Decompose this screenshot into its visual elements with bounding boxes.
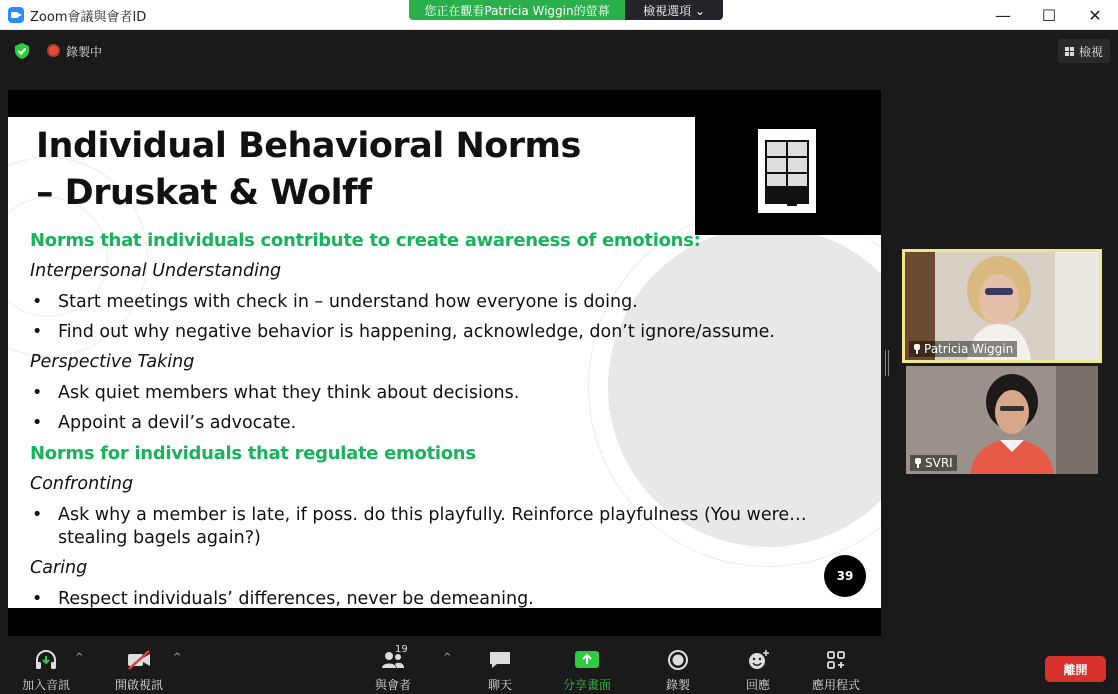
window-title: Zoom會議與會者ID <box>30 10 147 25</box>
start-video-label: 開啟視訊 <box>115 678 164 692</box>
view-button[interactable] <box>1058 39 1110 63</box>
record-icon <box>665 648 691 672</box>
join-audio-label: 加入音訊 <box>22 678 71 692</box>
slide-title-line2: – Druskat & Wolff <box>36 173 372 213</box>
slide-title-line1: Individual Behavioral Norms <box>36 126 581 166</box>
slide-bullet: • Find out why negative behavior is happening, acknowledge, don’t ignore/assume. <box>30 317 870 347</box>
share-screen-button[interactable] <box>563 648 611 693</box>
recording-label: 錄製中 <box>66 45 103 59</box>
window-illustration <box>758 129 816 213</box>
participants-label: 與會者 <box>375 678 412 692</box>
emoji-icon <box>745 648 771 672</box>
grid-icon <box>1065 47 1075 56</box>
participant-name-label <box>910 455 957 471</box>
participants-options-caret[interactable]: ^ <box>443 652 452 663</box>
audio-options-caret[interactable]: ^ <box>75 652 84 663</box>
meeting-toolbar <box>0 642 1118 694</box>
close-button[interactable]: ✕ <box>1088 5 1102 25</box>
record-label: 錄製 <box>665 678 690 692</box>
maximize-button[interactable]: ☐ <box>1041 5 1057 25</box>
participant-name-label <box>909 341 1017 357</box>
pin-icon <box>913 344 921 354</box>
slide-bullet: • Respect individuals’ differences, never be demeaning. <box>30 584 870 608</box>
participant-video-tile[interactable] <box>906 366 1098 474</box>
view-label: 檢視 <box>1078 44 1103 59</box>
shared-slide <box>8 117 881 608</box>
slide-bullet: • Ask quiet members what they think about decisions. <box>30 378 870 408</box>
slide-title <box>36 123 581 217</box>
participant-count: 19 <box>395 644 408 655</box>
chat-button[interactable] <box>487 648 513 693</box>
reactions-button[interactable] <box>745 648 771 693</box>
chat-label: 聊天 <box>487 678 512 692</box>
apps-button[interactable] <box>812 648 860 693</box>
join-audio-button[interactable] <box>22 648 70 693</box>
zoom-app-icon <box>8 7 24 23</box>
viewing-share-banner: 您正在觀看Patricia Wiggin的螢幕 <box>409 0 625 20</box>
panel-resize-handle[interactable] <box>885 350 889 376</box>
headphones-icon <box>33 648 59 672</box>
slide-page-number: 39 <box>824 555 866 597</box>
shield-icon[interactable] <box>14 42 30 60</box>
leave-meeting-button[interactable]: 離開 <box>1045 656 1106 682</box>
video-options-caret[interactable]: ^ <box>173 652 182 663</box>
pin-icon <box>914 458 922 468</box>
status-row <box>0 31 1118 71</box>
slide-subheading: Caring <box>30 558 88 578</box>
participant-name: Patricia Wiggin <box>924 342 1014 356</box>
slide-bullet: • Start meetings with check in – understand how everyone is doing. <box>30 287 870 317</box>
slide-subheading: Perspective Taking <box>30 352 195 372</box>
start-video-button[interactable] <box>115 648 163 693</box>
reactions-label: 回應 <box>745 678 770 692</box>
slide-subheading: Interpersonal Understanding <box>30 261 282 281</box>
minimize-button[interactable]: — <box>995 5 1011 25</box>
slide-heading: Norms for individuals that regulate emotions <box>30 443 476 464</box>
apps-label: 應用程式 <box>812 678 861 692</box>
record-button[interactable] <box>665 648 691 693</box>
slide-bullet: • Ask why a member is late, if poss. do this playfully. Reinforce playfulness (You were…stealing bagels again?) <box>30 500 870 553</box>
share-screen-icon <box>574 648 600 672</box>
slide-subheading: Confronting <box>30 474 134 494</box>
slide-bullet: • Appoint a devil’s advocate. <box>30 408 870 438</box>
participant-name: SVRI <box>925 456 953 470</box>
participants-button[interactable] <box>375 644 412 693</box>
slide-body <box>30 225 870 608</box>
chat-icon <box>487 648 513 672</box>
video-off-icon <box>126 648 152 672</box>
participant-video-tile[interactable] <box>902 249 1102 363</box>
recording-icon <box>47 44 60 57</box>
apps-icon <box>823 648 849 672</box>
view-options-button[interactable]: 檢視選項 ⌄ <box>625 0 723 20</box>
slide-heading: Norms that individuals contribute to create awareness of emotions: <box>30 230 701 251</box>
share-screen-label: 分享畫面 <box>563 678 612 692</box>
